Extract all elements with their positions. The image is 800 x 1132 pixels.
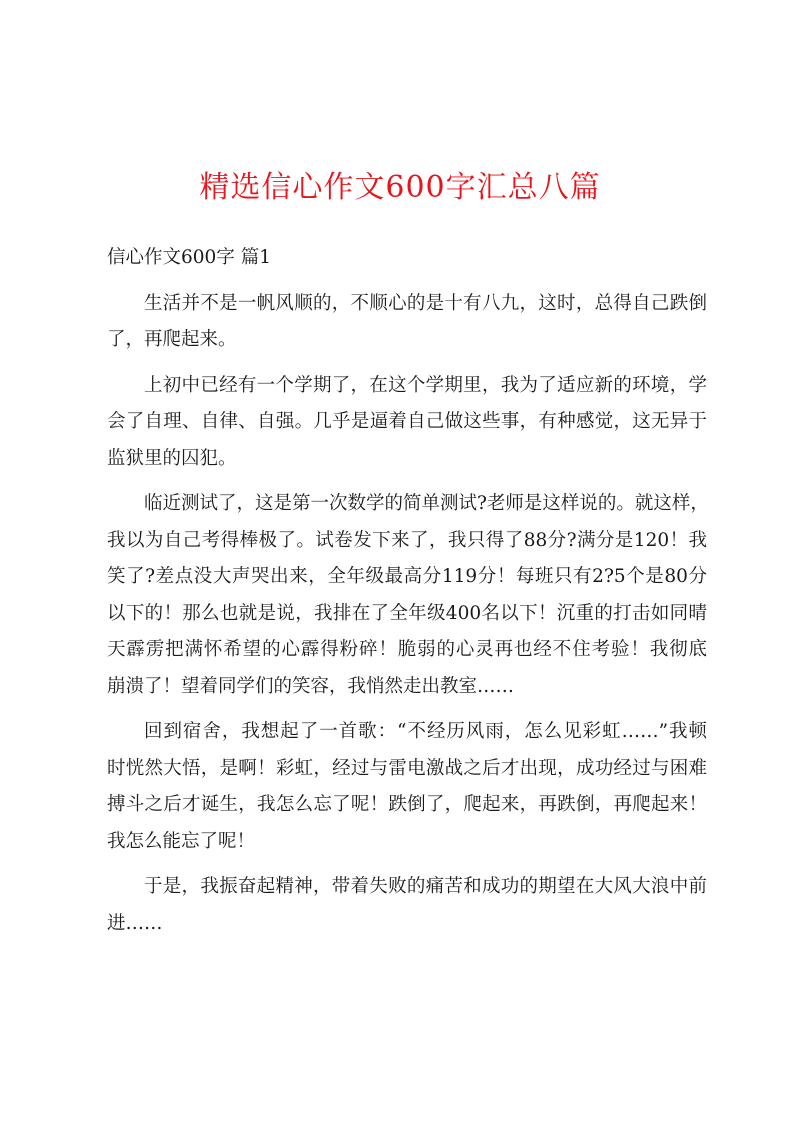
paragraph-4 [107,714,707,860]
paragraph-line: 临近测试了，这是第一次数学的简单测试?老师是这样说的。就这样， [144,493,709,514]
paragraph-line: 笑了?差点没大声哭出来，全年级最高分119分！每班只有2?5个是80分 [107,566,707,587]
paragraph-5 [107,869,707,942]
paragraph-line: 会了自理、自律、自强。几乎是逼着自己做这些事，有种感觉，这无异于 [107,411,707,432]
paragraph-line: 天霹雳把满怀希望的心霹得粉碎！脆弱的心灵再也经不住考验！我彻底 [107,639,707,660]
section-heading: 信心作文600字 篇1 [107,247,271,268]
paragraph-1 [107,286,707,359]
paragraph-line: 于是，我振奋起精神，带着失败的痛苦和成功的期望在大风大浪中前 [144,876,707,897]
paragraph-line: 生活并不是一帆风顺的，不顺心的是十有八九，这时，总得自己跌倒 [144,292,707,314]
paragraph-line: 了，再爬起来。 [107,329,237,350]
paragraph-3 [107,486,707,705]
document-title: 精选信心作文600字汇总八篇 [199,170,601,205]
paragraph-line: 时恍然大悟，是啊！彩虹，经过与雷电激战之后才出现，成功经过与困难 [107,757,707,779]
paragraph-line: 我以为自己考得棒极了。试卷发下来了，我只得了88分?满分是120！我 [107,529,707,551]
paragraph-line: 监狱里的囚犯。 [107,447,237,469]
paragraph-line: 回到宿舍，我想起了一首歌：“不经历风雨，怎么见彩虹……”我顿 [144,721,707,742]
paragraph-line: 上初中已经有一个学期了，在这个学期里，我为了适应新的环境，学 [144,374,707,396]
paragraph-line: 以下的！那么也就是说，我排在了全年级400名以下！沉重的打击如同晴 [107,602,707,624]
paragraph-line: 崩溃了！望着同学们的笑容，我悄然走出教室…… [107,675,515,697]
document-body [107,240,707,951]
paragraph-line: 我怎么能忘了呢！ [107,830,256,852]
paragraph-line: 进…… [107,912,163,934]
paragraph-line: 搏斗之后才诞生，我怎么忘了呢！跌倒了，爬起来，再跌倒，再爬起来！ [107,794,707,815]
paragraph-2 [107,368,707,478]
